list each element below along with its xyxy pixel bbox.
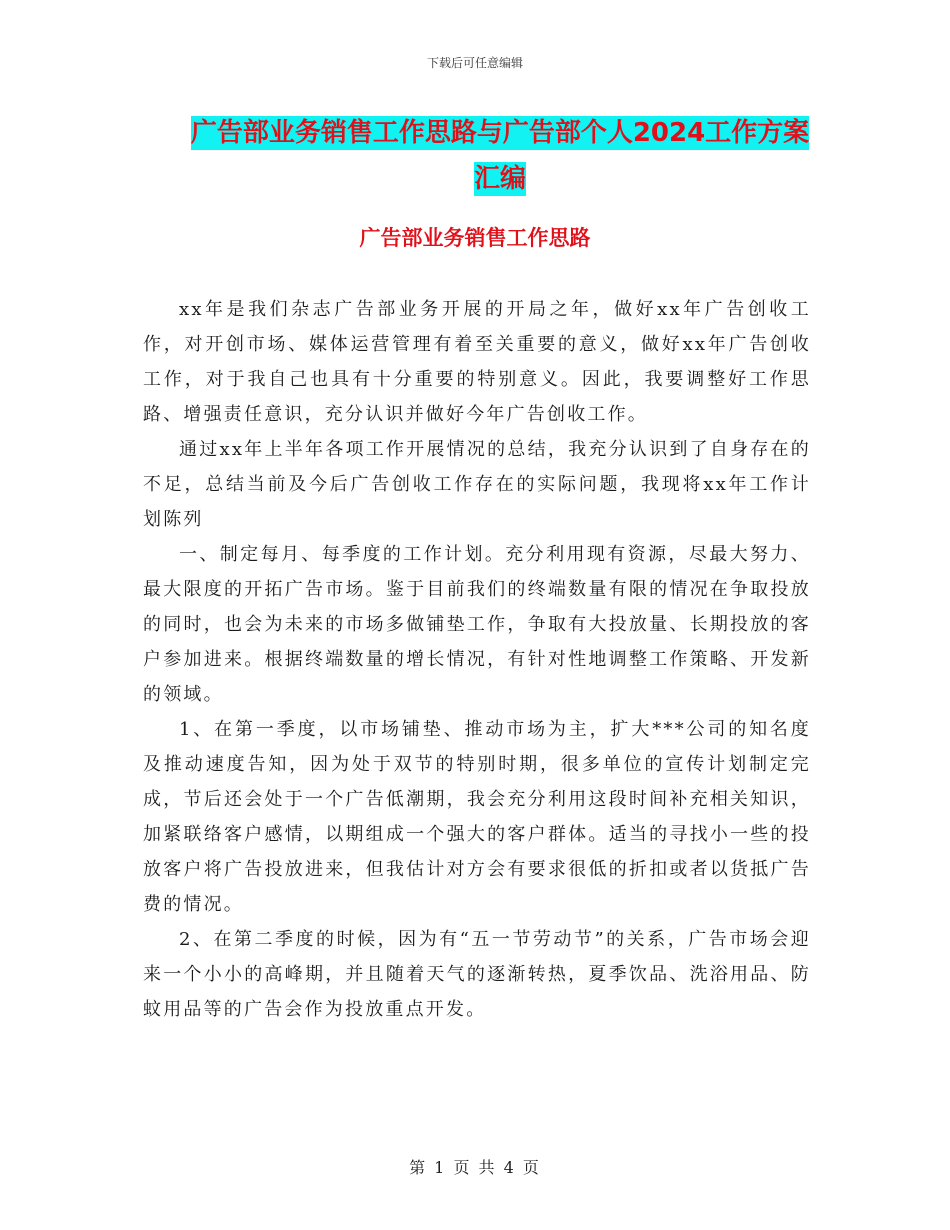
document-title-line-1: 广告部业务销售工作思路与广告部个人2024工作方案: [190, 118, 810, 148]
paragraph: xx年是我们杂志广告部业务开展的开局之年，做好xx年广告创收工作，对开创市场、媒体运营管理有着至关重要的意义，做好xx年广告创收工作，对于我自己也具有十分重要的特别意义。因此，我要调整好工作思路、增强责任意识，充分认识并做好今年广告创收工作。: [143, 299, 811, 425]
document-body: [143, 292, 811, 1027]
paragraph: 1、在第一季度，以市场铺垫、推动市场为主，扩大***公司的知名度及推动速度告知，因为处于双节的特别时期，很多单位的宣传计划制定完成，节后还会处于一个广告低潮期，我会充分利用这段时间补充相关知识，加紧联络客户感情，以期组成一个强大的客户群体。适当的寻找小一些的投放客户将广告投放进来，但我估计对方会有要求很低的折扣或者以货抵广告费的情况。: [143, 719, 811, 915]
paragraph: 一、制定每月、每季度的工作计划。充分利用现有资源，尽最大努力、最大限度的开拓广告市场。鉴于目前我们的终端数量有限的情况在争取投放的同时，也会为未来的市场多做铺垫工作，争取有大投放量、长期投放的客户参加进来。根据终端数量的增长情况，有针对性地调整工作策略、开发新的领域。: [143, 544, 811, 705]
header-note: 下载后可任意编辑: [426, 56, 523, 70]
paragraph: 2、在第二季度的时候，因为有“五一节劳动节”的关系，广告市场会迎来一个小小的高峰期，并且随着天气的逐渐转热，夏季饮品、洗浴用品、防蚊用品等的广告会作为投放重点开发。: [143, 929, 811, 1020]
section-title: 广告部业务销售工作思路: [359, 226, 591, 250]
document-title: [140, 110, 860, 202]
page-number-footer: 第 1 页 共 4 页: [409, 1158, 541, 1177]
document-title-line-2: 汇编: [473, 164, 526, 194]
paragraph: 通过xx年上半年各项工作开展情况的总结，我充分认识到了自身存在的不足，总结当前及今后广告创收工作存在的实际问题，我现将xx年工作计划陈列: [143, 439, 811, 530]
